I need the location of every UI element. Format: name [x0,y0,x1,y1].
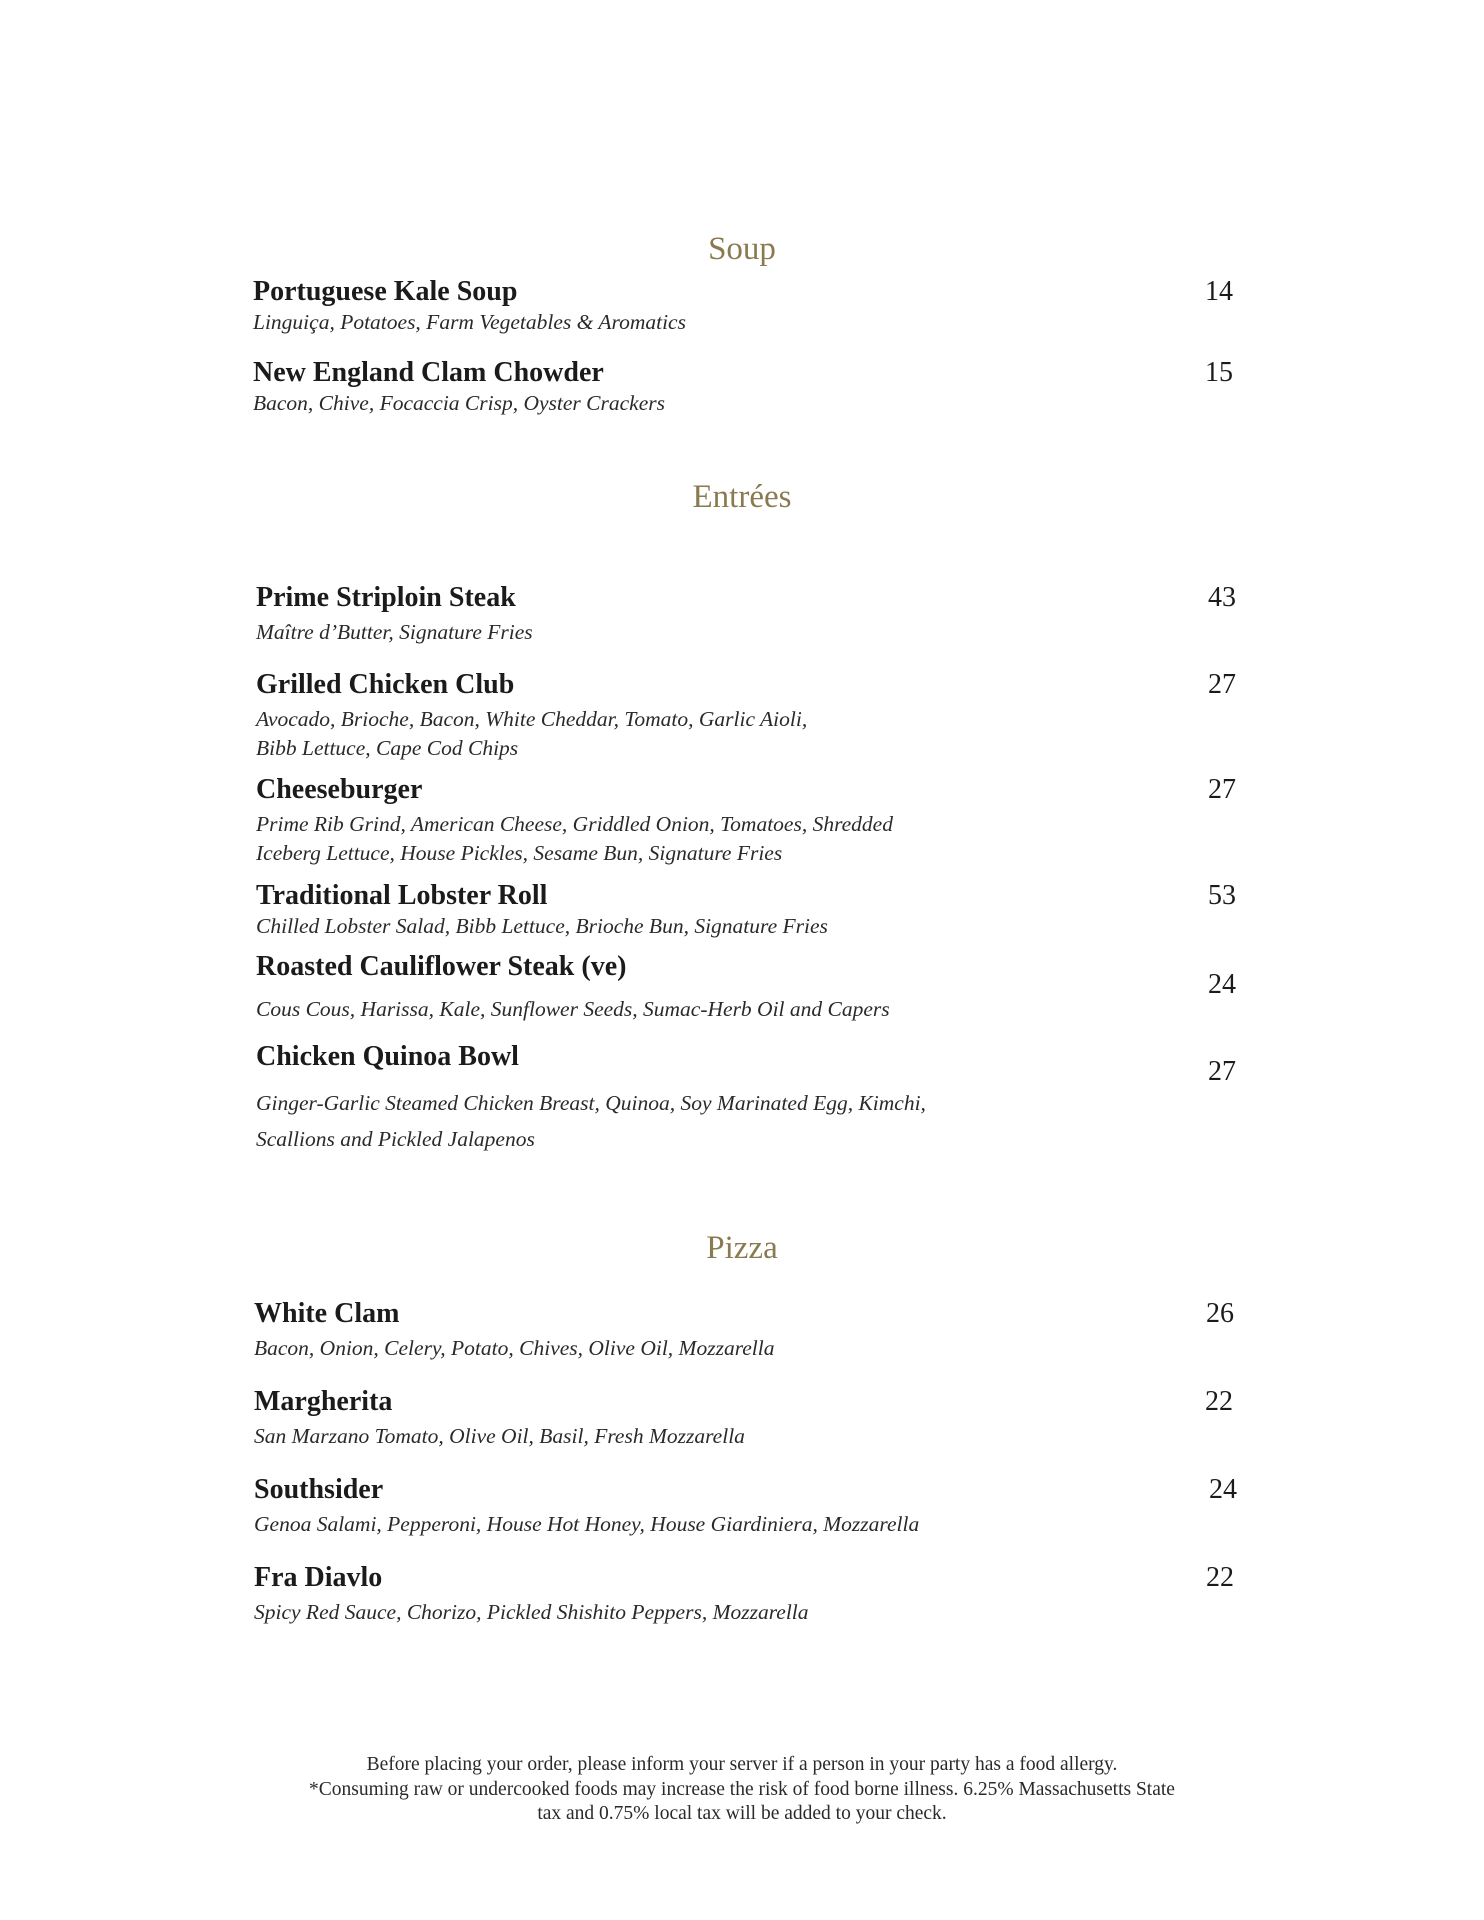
item-description: Maître d’Butter, Signature Fries [256,620,533,644]
item-price: 26 [1206,1298,1234,1329]
menu-item [256,1041,1256,1157]
item-description: Genoa Salami, Pepperoni, House Hot Honey, House Giardiniera, Mozzarella [254,1512,920,1536]
item-price: 14 [1205,276,1233,307]
item-description: Bibb Lettuce, Cape Cod Chips [256,736,519,760]
item-description: Iceberg Lettuce, House Pickles, Sesame Bun, Signature Fries [256,841,783,865]
item-price: 15 [1205,357,1233,388]
item-name: Grilled Chicken Club [256,669,515,700]
item-name: Southsider [254,1474,384,1505]
menu-item [256,774,1256,868]
item-description: San Marzano Tomato, Olive Oil, Basil, Fresh Mozzarella [254,1424,745,1448]
item-name: White Clam [254,1298,400,1329]
menu-item [254,1298,1254,1363]
item-description: Ginger-Garlic Steamed Chicken Breast, Quinoa, Soy Marinated Egg, Kimchi, [256,1091,926,1115]
allergy-disclaimer [0,1753,1484,1827]
item-price: 24 [1208,969,1236,1000]
footer-line: *Consuming raw or undercooked foods may increase the risk of food borne illness. 6.25% Massachusetts State [309,1778,1175,1800]
menu-item [254,1474,1254,1539]
item-price: 24 [1209,1474,1237,1505]
footer-line: Before placing your order, please inform your server if a person in your party has a food allergy. [366,1754,1118,1775]
item-price: 27 [1208,669,1236,700]
item-description: Linguiça, Potatoes, Farm Vegetables & Aromatics [253,310,686,334]
item-name: Chicken Quinoa Bowl [256,1041,519,1072]
menu-item [253,276,1253,337]
item-price: 43 [1208,582,1236,613]
item-price: 27 [1208,774,1236,805]
item-price: 22 [1206,1562,1234,1593]
item-name: Cheeseburger [256,774,423,805]
item-description: Prime Rib Grind, American Cheese, Griddled Onion, Tomatoes, Shredded [256,812,893,836]
footer-line: tax and 0.75% local tax will be added to your check. [537,1803,947,1824]
item-description: Avocado, Brioche, Bacon, White Cheddar, Tomato, Garlic Aioli, [256,707,808,731]
menu-item [253,357,1253,418]
item-name: Roasted Cauliflower Steak (ve) [256,951,627,982]
section-title-soup: Soup [708,231,776,267]
section-title-entrees: Entrées [692,479,792,515]
menu-item [256,582,1256,647]
section-title-pizza: Pizza [706,1230,778,1266]
item-description: Bacon, Onion, Celery, Potato, Chives, Olive Oil, Mozzarella [254,1336,775,1360]
menu-item [254,1386,1254,1451]
menu-item [256,951,1256,1024]
menu-item [254,1562,1254,1627]
item-name: Margherita [254,1386,393,1417]
menu-item [256,880,1256,941]
item-description: Cous Cous, Harissa, Kale, Sunflower Seeds, Sumac-Herb Oil and Capers [256,997,890,1021]
item-name: Traditional Lobster Roll [256,880,548,911]
item-description: Scallions and Pickled Jalapenos [256,1127,535,1151]
item-name: Fra Diavlo [254,1562,383,1593]
menu-item [256,669,1256,763]
item-price: 53 [1208,880,1236,911]
item-name: Portuguese Kale Soup [253,276,518,307]
item-description: Spicy Red Sauce, Chorizo, Pickled Shishito Peppers, Mozzarella [254,1600,809,1624]
item-price: 27 [1208,1056,1236,1087]
item-description: Bacon, Chive, Focaccia Crisp, Oyster Crackers [253,391,665,415]
item-price: 22 [1205,1386,1233,1417]
item-name: Prime Striploin Steak [256,582,516,613]
item-description: Chilled Lobster Salad, Bibb Lettuce, Brioche Bun, Signature Fries [256,914,828,938]
item-name: New England Clam Chowder [253,357,604,388]
